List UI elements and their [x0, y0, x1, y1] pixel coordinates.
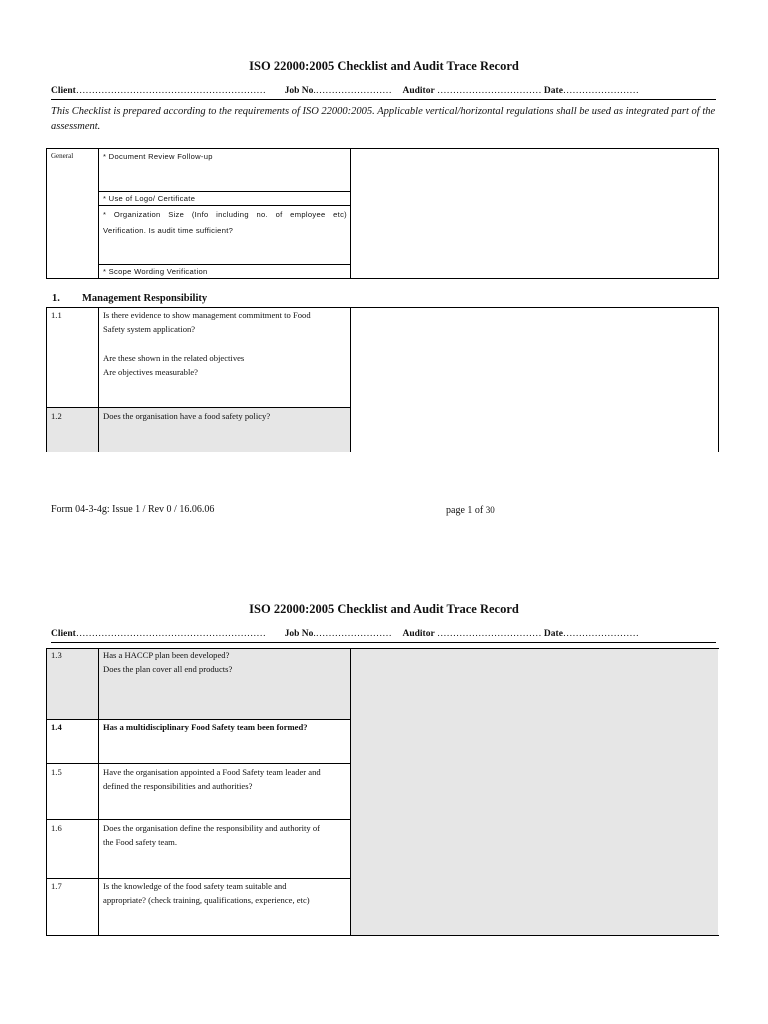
general-item-logo: * Use of Logo/ Certificate [103, 194, 196, 203]
row-id: 1.2 [51, 411, 62, 421]
column-divider [350, 307, 351, 452]
intro-text: This Checklist is prepared according to the requirements of ISO 22000:2005. Applicable vertical/horizontal regulations shall be used as integrated part of the assessment. [51, 106, 716, 132]
question-line: Has a multidisciplinary Food Safety team been formed? [103, 722, 308, 732]
audit-header-line [51, 629, 716, 643]
section-title: Management Responsibility [82, 293, 208, 304]
general-label: General [51, 152, 74, 160]
audit-header-line [51, 86, 716, 100]
auditor-label: Auditor [402, 86, 435, 96]
row-id: 1.4 [51, 722, 62, 732]
client-blank: …………………………………………………… [75, 86, 266, 96]
question-line: Safety system application? [103, 324, 196, 334]
general-item-document-review: * Document Review Follow-up [103, 152, 213, 161]
client-label: Client [51, 86, 76, 96]
column-divider [98, 408, 99, 452]
page-total: 30 [485, 505, 495, 515]
column-divider [98, 648, 99, 936]
question-line: appropriate? (check training, qualifications, experience, etc) [103, 895, 310, 905]
row-divider [46, 763, 351, 764]
question-line: Does the plan cover all end products? [103, 664, 233, 674]
question-line: Have the organisation appointed a Food Safety team leader and [103, 767, 321, 777]
job-blank: .…………………… [313, 629, 392, 639]
job-blank: .…………………… [313, 86, 392, 96]
question-line: Are these shown in the related objectives [103, 353, 245, 363]
row-id: 1.3 [51, 650, 62, 660]
question-line: defined the responsibilities and authorities? [103, 781, 253, 791]
date-label: Date [543, 629, 563, 639]
section-number: 1. [52, 293, 60, 304]
question-line: Is there evidence to show management commitment to Food [103, 310, 311, 320]
question-line: Does the organisation define the responsibility and authority of [103, 823, 321, 833]
question-line: Is the knowledge of the food safety team suitable and [103, 881, 287, 891]
form-reference: Form 04-3-4g: Issue 1 / Rev 0 / 16.06.06 [51, 504, 215, 515]
date-blank: …………………… [562, 86, 639, 96]
date-label: Date [543, 86, 563, 96]
question-line: Has a HACCP plan been developed? [103, 650, 230, 660]
row-id: 1.7 [51, 881, 62, 891]
auditor-label: Auditor [402, 629, 435, 639]
row-id: 1.1 [51, 310, 62, 320]
general-item-scope: * Scope Wording Verification [103, 267, 208, 276]
page-title: ISO 22000:2005 Checklist and Audit Trace Record [249, 59, 519, 73]
page-number: page 1 of 30 [446, 505, 495, 516]
row-id: 1.5 [51, 767, 62, 777]
question-line: Does the organisation have a food safety policy? [103, 411, 271, 421]
auditor-blank: …………………………… [434, 629, 542, 639]
date-blank: …………………… [562, 629, 639, 639]
auditor-blank: …………………………… [434, 86, 542, 96]
job-label: Job No [284, 86, 314, 96]
question-line: Are objectives measurable? [103, 367, 198, 377]
column-divider [350, 648, 351, 936]
question-line: the Food safety team. [103, 837, 177, 847]
row-divider [46, 819, 351, 820]
page-title: ISO 22000:2005 Checklist and Audit Trace Record [249, 602, 519, 616]
job-label: Job No [284, 629, 314, 639]
row-id: 1.6 [51, 823, 62, 833]
general-item-organization-size: * Organization Size (Info including no. of employee etc) Verification. Is audit time sufficient? [103, 210, 347, 235]
client-blank: …………………………………………………… [75, 629, 266, 639]
general-label-cell [46, 148, 99, 279]
client-label: Client [51, 629, 76, 639]
